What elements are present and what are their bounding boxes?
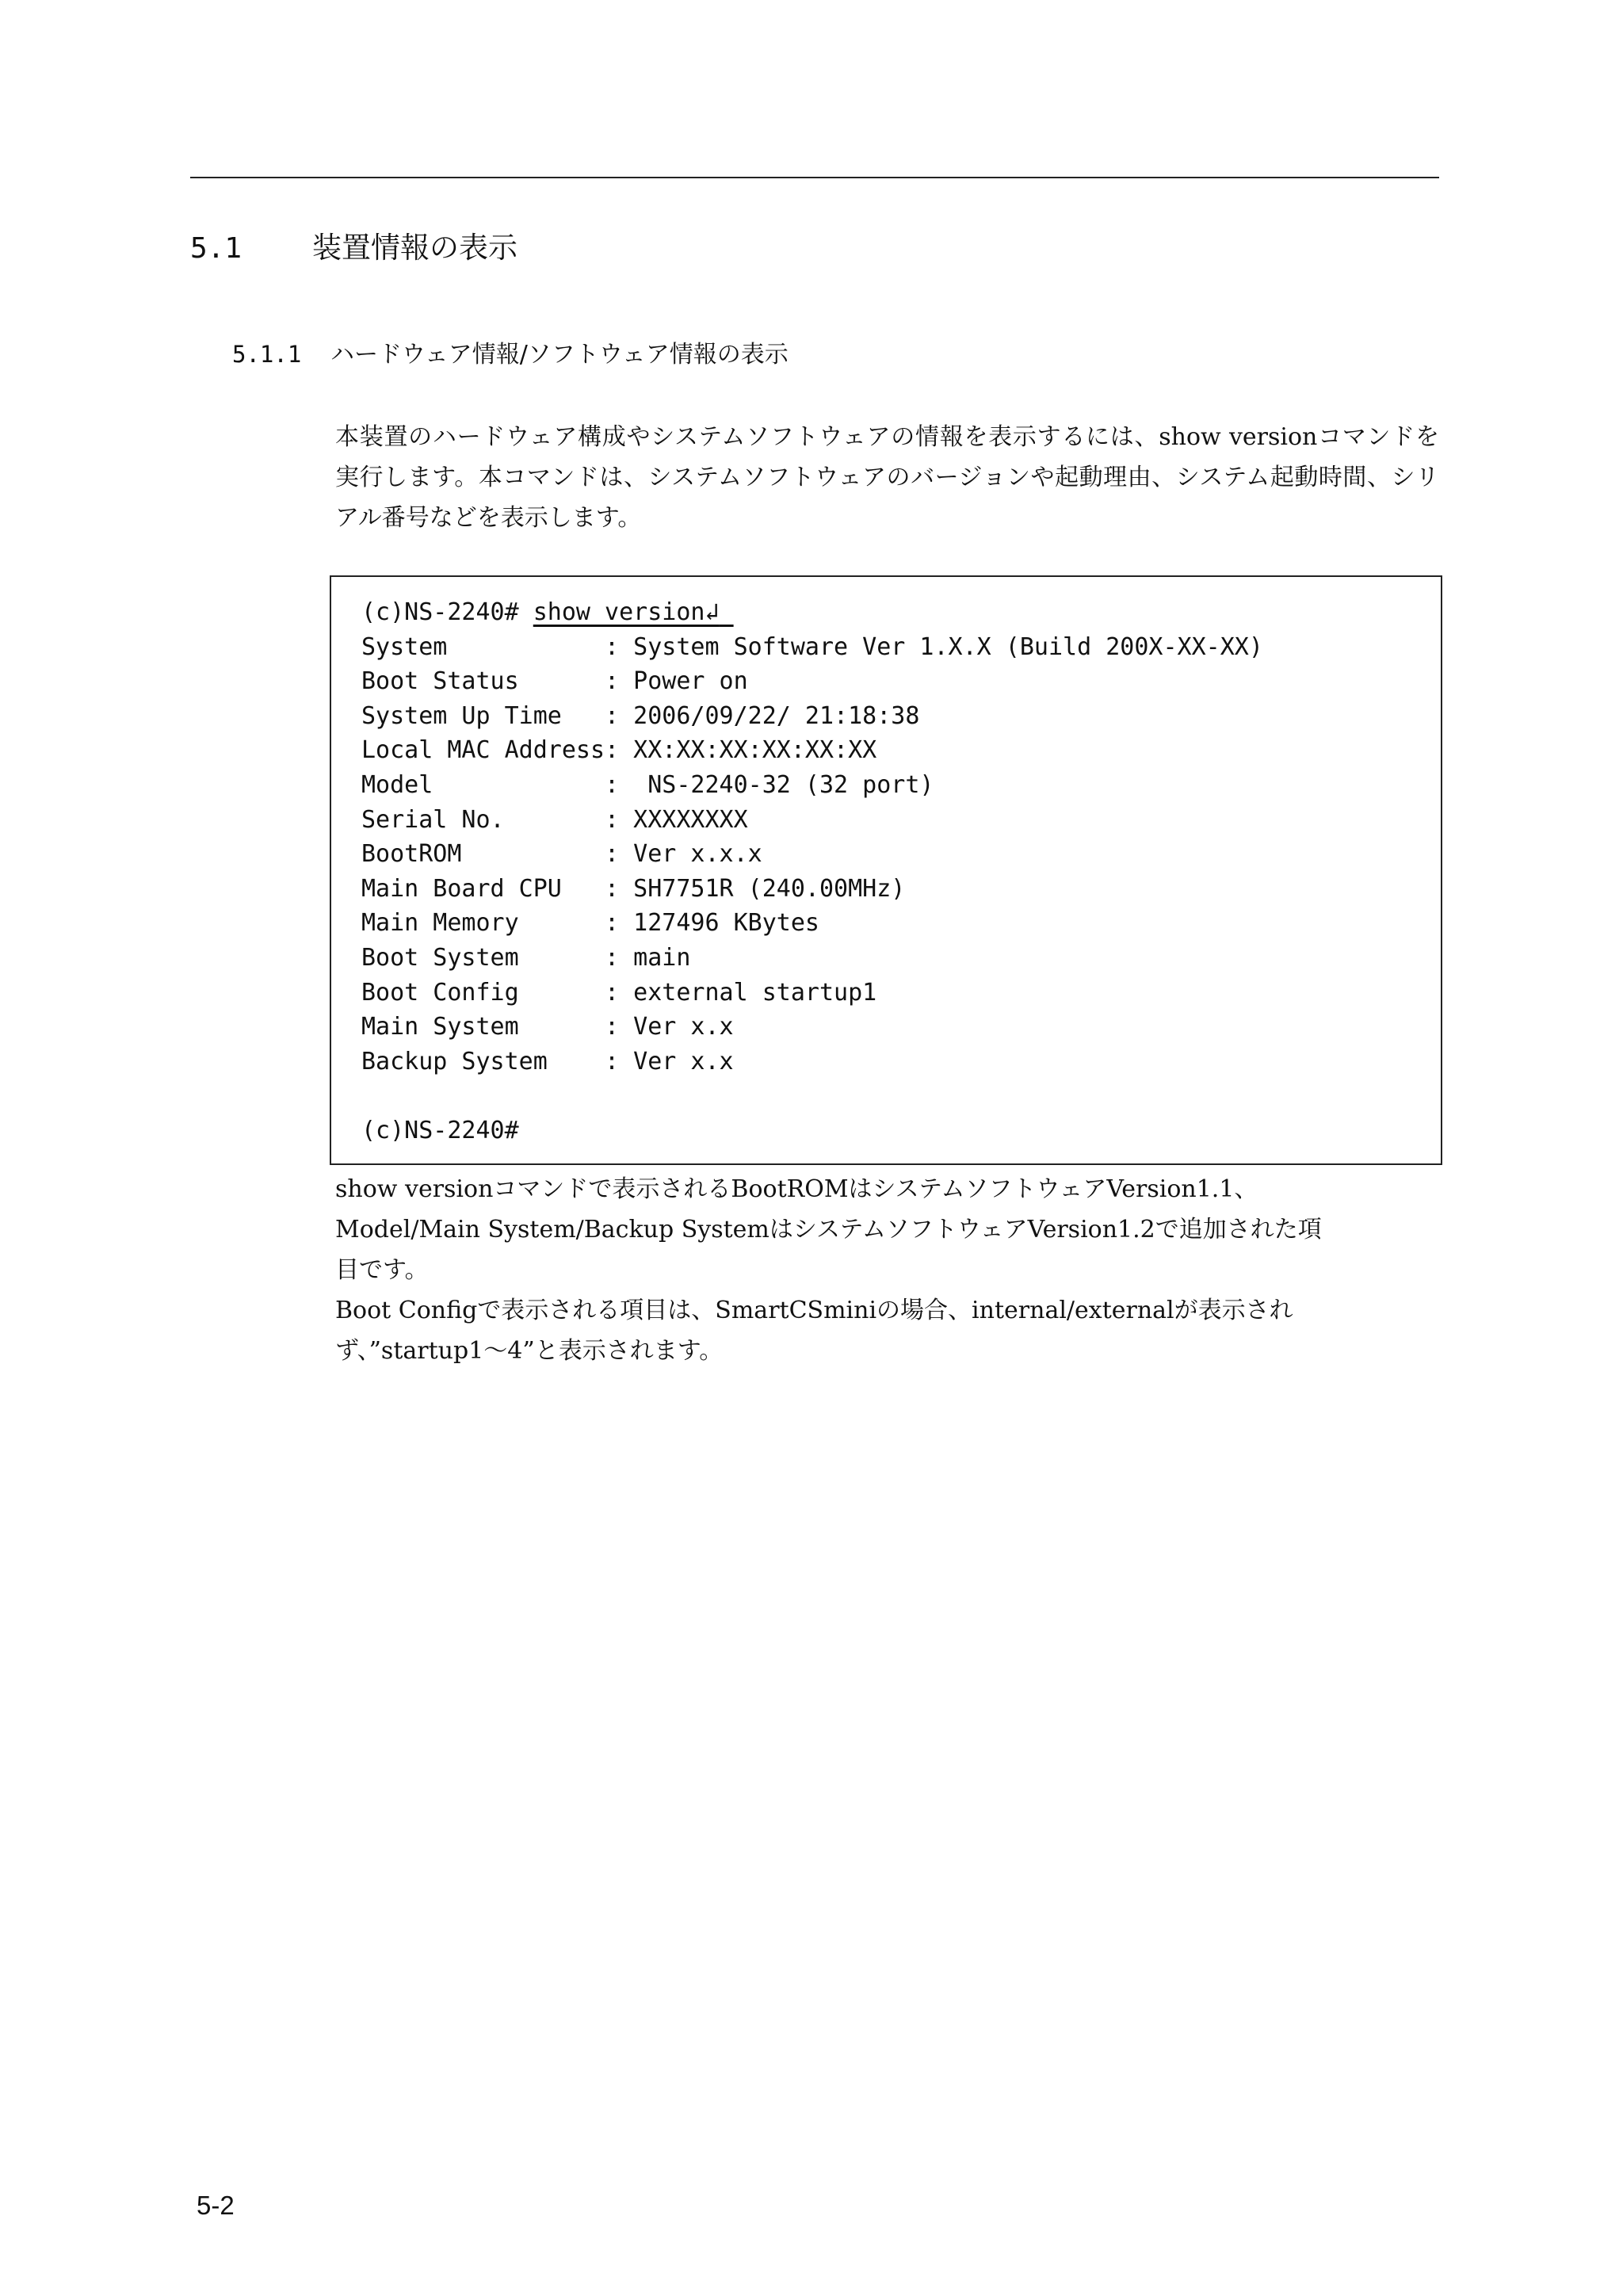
subsection-heading [232,338,789,370]
terminal-command-line [361,595,1433,630]
subsection-title: ハードウェア情報/ソフトウェア情報の表示 [330,341,789,369]
section-title: 装置情報の表示 [312,231,517,265]
terminal-command: show version↲ [533,598,720,626]
terminal-line-bootrom: BootROM : Ver x.x.x [361,840,762,869]
note-line: show versionコマンドで表示されるBootROMはシステムソフトウェアVersion1.1、 [335,1175,1258,1203]
section-heading [190,228,517,268]
terminal-prompt: (c)NS-2240# [361,598,519,626]
terminal-line-memory: Main Memory : 127496 KBytes [361,909,819,938]
enter-icon: ↲ [705,598,720,626]
terminal-line-boot-config: Boot Config : external startup1 [361,978,877,1007]
subsection-number: 5.1.1 [232,341,302,368]
terminal-blank-line [361,1079,1433,1114]
terminal-line-uptime: System Up Time : 2006/09/22/ 21:18:38 [361,701,920,730]
notes-paragraph [335,1169,1439,1371]
terminal-output-box [330,575,1442,1165]
terminal-line-boot-status: Boot Status : Power on [361,667,748,696]
section-number: 5.1 [190,232,242,265]
terminal-line-backup-system: Backup System : Ver x.x [361,1047,734,1075]
note-line: Boot Configで表示される項目は、SmartCSminiの場合、internal/externalが表示され [335,1297,1293,1324]
terminal-line-serial: Serial No. : XXXXXXXX [361,805,748,834]
terminal-lines [361,595,1433,1148]
note-line: ず、”startup1～4”と表示されます。 [335,1337,724,1365]
terminal-line-mac: Local MAC Address: XX:XX:XX:XX:XX:XX [361,736,877,765]
terminal-line-main-system: Main System : Ver x.x [361,1013,734,1041]
intro-paragraph: 本装置のハードウェア構成やシステムソフトウェアの情報を表示するには、show versionコマンドを実行します。本コマンドは、システムソフトウェアのバージョンや起動理由、システム起動時間、シリアル番号などを表示します。 [335,423,1439,532]
terminal-line-boot-system: Boot System : main [361,943,691,972]
note-line: 目です。 [335,1256,429,1284]
terminal-line-system: System : System Software Ver 1.X.X (Build 200X-XX-XX) [361,632,1263,661]
header-rule [190,177,1439,178]
terminal-line-model: Model : NS-2240-32 (32 port) [361,770,934,799]
note-line: Model/Main System/Backup SystemはシステムソフトウェアVersion1.2で追加された項 [335,1216,1322,1244]
page-number: 5-2 [197,2191,235,2220]
terminal-line-cpu: Main Board CPU : SH7751R (240.00MHz) [361,874,906,903]
terminal-end-prompt: (c)NS-2240# [361,1116,519,1144]
